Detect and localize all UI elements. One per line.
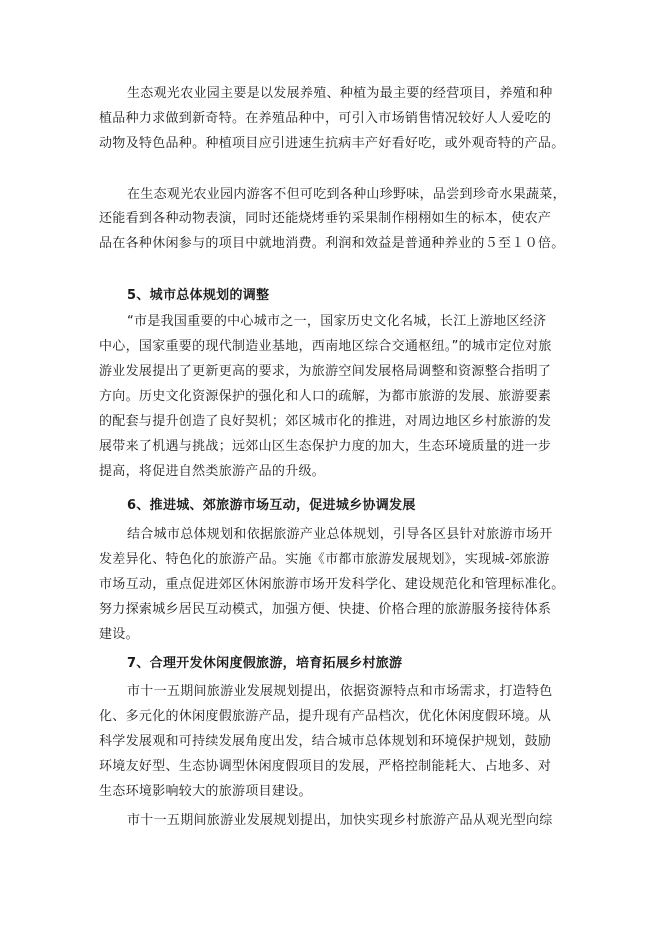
p5-line-4: 环境友好型、生态协调型休闲度假项目的发展，严格控制能耗大、占地多、对	[99, 759, 552, 774]
p4-line-2: 发差异化、特色化的旅游产品。实施《市都市旅游发展规划》，实现城-郊旅游	[99, 552, 550, 567]
p2-line-3: 品在各种休闲参与的项目中就地消费。利润和效益是普通种养业的５至１０倍。	[99, 236, 565, 251]
p3-line-5: 的配套与提升创造了良好契机；郊区城市化的推进，对周边地区乡村旅游的发	[99, 414, 552, 429]
p3-line-6: 展带来了机遇与挑战；远郊山区生态保护力度的加大，生态环境质量的进一步	[99, 439, 552, 454]
section-6-heading: 6、推进城、郊旅游市场互动，促进城乡协调发展	[127, 498, 416, 513]
p2-line-2: 还能看到各种动物表演，同时还能烧烤垂钓采果制作栩栩如生的标本，使农产	[99, 211, 552, 226]
p4-line-3: 市场互动，重点促进郊区休闲旅游市场开发科学化、建设规范化和管理标准化。	[99, 577, 565, 592]
section-5-heading: 5、城市总体规划的调整	[127, 288, 270, 303]
section-7-heading: 7、合理开发休闲度假旅游，培育拓展乡村旅游	[127, 656, 403, 671]
p5-line-3: 科学发展观和可持续发展角度出发，结合城市总体规划和环境保护规划，鼓励	[99, 734, 552, 749]
p3-line-4: 方向。历史文化资源保护的强化和人口的疏解，为都市旅游的发展、旅游要素	[99, 389, 552, 404]
p4-line-5: 建设。	[99, 627, 139, 642]
p6-line-1: 市十一五期间旅游业发展规划提出，加快实现乡村旅游产品从观光型向综	[127, 813, 553, 828]
p3-line-3: 游业发展提出了更新更高的要求，为旅游空间发展格局调整和资源整合指明了	[99, 364, 552, 379]
p4-line-4: 努力探索城乡居民互动模式，加强方便、快捷、价格合理的旅游服务接待体系	[99, 602, 552, 617]
p5-line-1: 市十一五期间旅游业发展规划提出，依据资源特点和市场需求，打造特色	[127, 684, 553, 699]
p3-line-1: “市是我国重要的中心城市之一，国家历史文化名城，长江上游地区经济	[127, 314, 547, 329]
p1-line-1: 生态观光农业园主要是以发展养殖、种植为最主要的经营项目，养殖和种	[127, 86, 553, 101]
p3-line-2: 中心，国家重要的现代制造业基地，西南地区综合交通枢纽。”的城市定位对旅	[99, 339, 552, 354]
p1-line-2: 植品种力求做到新奇特。在养殖品种中，可引入市场销售情况较好人人爱吃的	[99, 111, 552, 126]
p5-line-5: 生态环境影响较大的旅游项目建设。	[99, 784, 312, 799]
p5-line-2: 化、多元化的休闲度假旅游产品，提升现有产品档次，优化休闲度假环境。从	[99, 709, 552, 724]
p1-line-3: 动物及特色品种。种植项目应引进速生抗病丰产好看好吃，或外观奇特的产品。	[99, 136, 565, 151]
p4-line-1: 结合城市总体规划和依据旅游产业总体规划，引导各区县针对旅游市场开	[127, 527, 553, 542]
p3-line-7: 提高，将促进自然类旅游产品的升级。	[99, 464, 326, 479]
p2-line-1: 在生态观光农业园内游客不但可吃到各种山珍野味，品尝到珍奇水果蔬菜，	[127, 187, 566, 202]
